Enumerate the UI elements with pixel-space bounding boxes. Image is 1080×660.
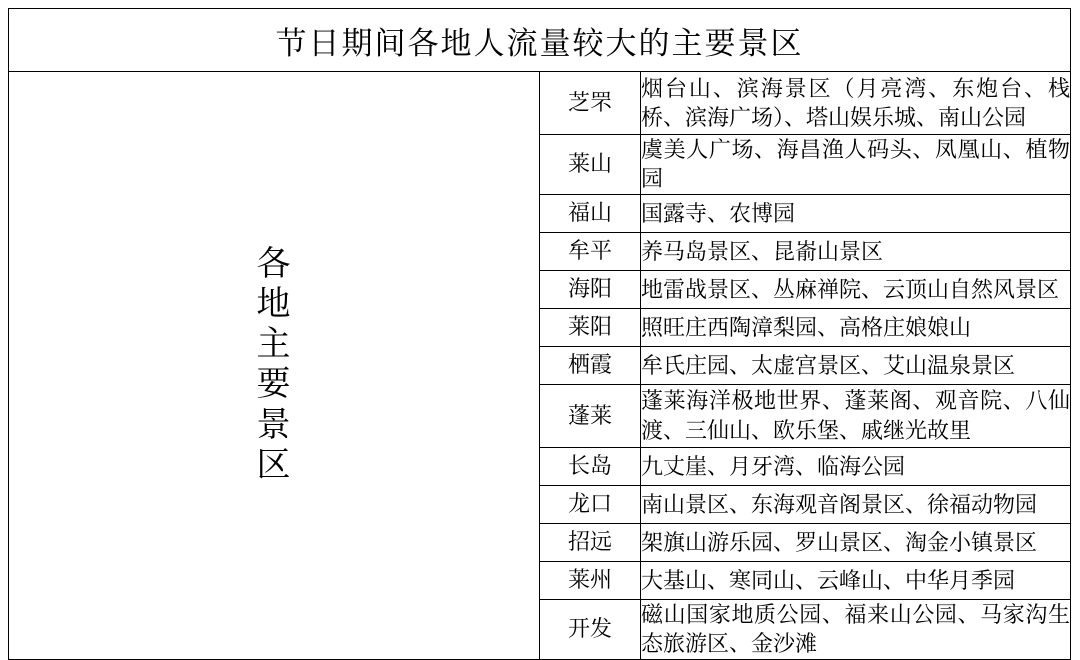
table-title: 节日期间各地人流量较大的主要景区: [9, 9, 1071, 72]
table-row: [540, 561, 1070, 599]
area-name: 蓬莱: [540, 384, 641, 447]
row-header-label: 各 地 主 要 景 区: [256, 246, 292, 484]
area-name: 莱阳: [540, 308, 641, 346]
title-row: [9, 9, 1071, 72]
table-row: [540, 599, 1070, 658]
table-row: [540, 384, 1070, 447]
area-name: 福山: [540, 194, 641, 232]
area-rows-table: [540, 72, 1070, 659]
area-spots: 磁山国家地质公园、福来山公园、马家沟生态旅游区、金沙滩: [641, 599, 1071, 658]
table-row: [540, 485, 1070, 523]
area-name: 海阳: [540, 270, 641, 308]
body-row: [9, 72, 1071, 660]
table-row: [540, 232, 1070, 270]
row-header-cell: [9, 72, 540, 660]
area-spots: 地雷战景区、丛麻禅院、云顶山自然风景区: [641, 270, 1071, 308]
area-name: 招远: [540, 523, 641, 561]
area-spots: 养马岛景区、昆嵛山景区: [641, 232, 1071, 270]
table-row: [540, 194, 1070, 232]
area-spots: 九丈崖、月牙湾、临海公园: [641, 447, 1071, 485]
area-name: 芝罘: [540, 72, 641, 135]
area-spots: 牟氏庄园、太虚宫景区、艾山温泉景区: [641, 346, 1071, 384]
area-name: 栖霞: [540, 346, 641, 384]
area-rows-body: [540, 72, 1070, 659]
area-name: 长岛: [540, 447, 641, 485]
scenic-area-table: [8, 8, 1071, 660]
table-row: [540, 308, 1070, 346]
document-page: [0, 8, 1080, 657]
table-row: [540, 135, 1070, 195]
area-spots: 烟台山、滨海景区（月亮湾、东炮台、栈桥、滨海广场）、塔山娱乐城、南山公园: [641, 72, 1071, 135]
table-row: [540, 447, 1070, 485]
table-row: [540, 72, 1070, 135]
area-spots: 国露寺、农博园: [641, 194, 1071, 232]
area-spots: 虞美人广场、海昌渔人码头、凤凰山、植物园: [641, 135, 1071, 195]
table-row: [540, 523, 1070, 561]
rows-container-cell: [540, 72, 1071, 660]
area-spots: 蓬莱海洋极地世界、蓬莱阁、观音院、八仙渡、三仙山、欧乐堡、戚继光故里: [641, 384, 1071, 447]
area-spots: 架旗山游乐园、罗山景区、淘金小镇景区: [641, 523, 1071, 561]
area-spots: 照旺庄西陶漳梨园、高格庄娘娘山: [641, 308, 1071, 346]
table-row: [540, 346, 1070, 384]
area-name: 莱州: [540, 561, 641, 599]
area-name: 龙口: [540, 485, 641, 523]
area-spots: 南山景区、东海观音阁景区、徐福动物园: [641, 485, 1071, 523]
table-row: [540, 270, 1070, 308]
area-spots: 大基山、寒同山、云峰山、中华月季园: [641, 561, 1071, 599]
area-name: 牟平: [540, 232, 641, 270]
area-name: 莱山: [540, 135, 641, 195]
area-name: 开发: [540, 599, 641, 658]
